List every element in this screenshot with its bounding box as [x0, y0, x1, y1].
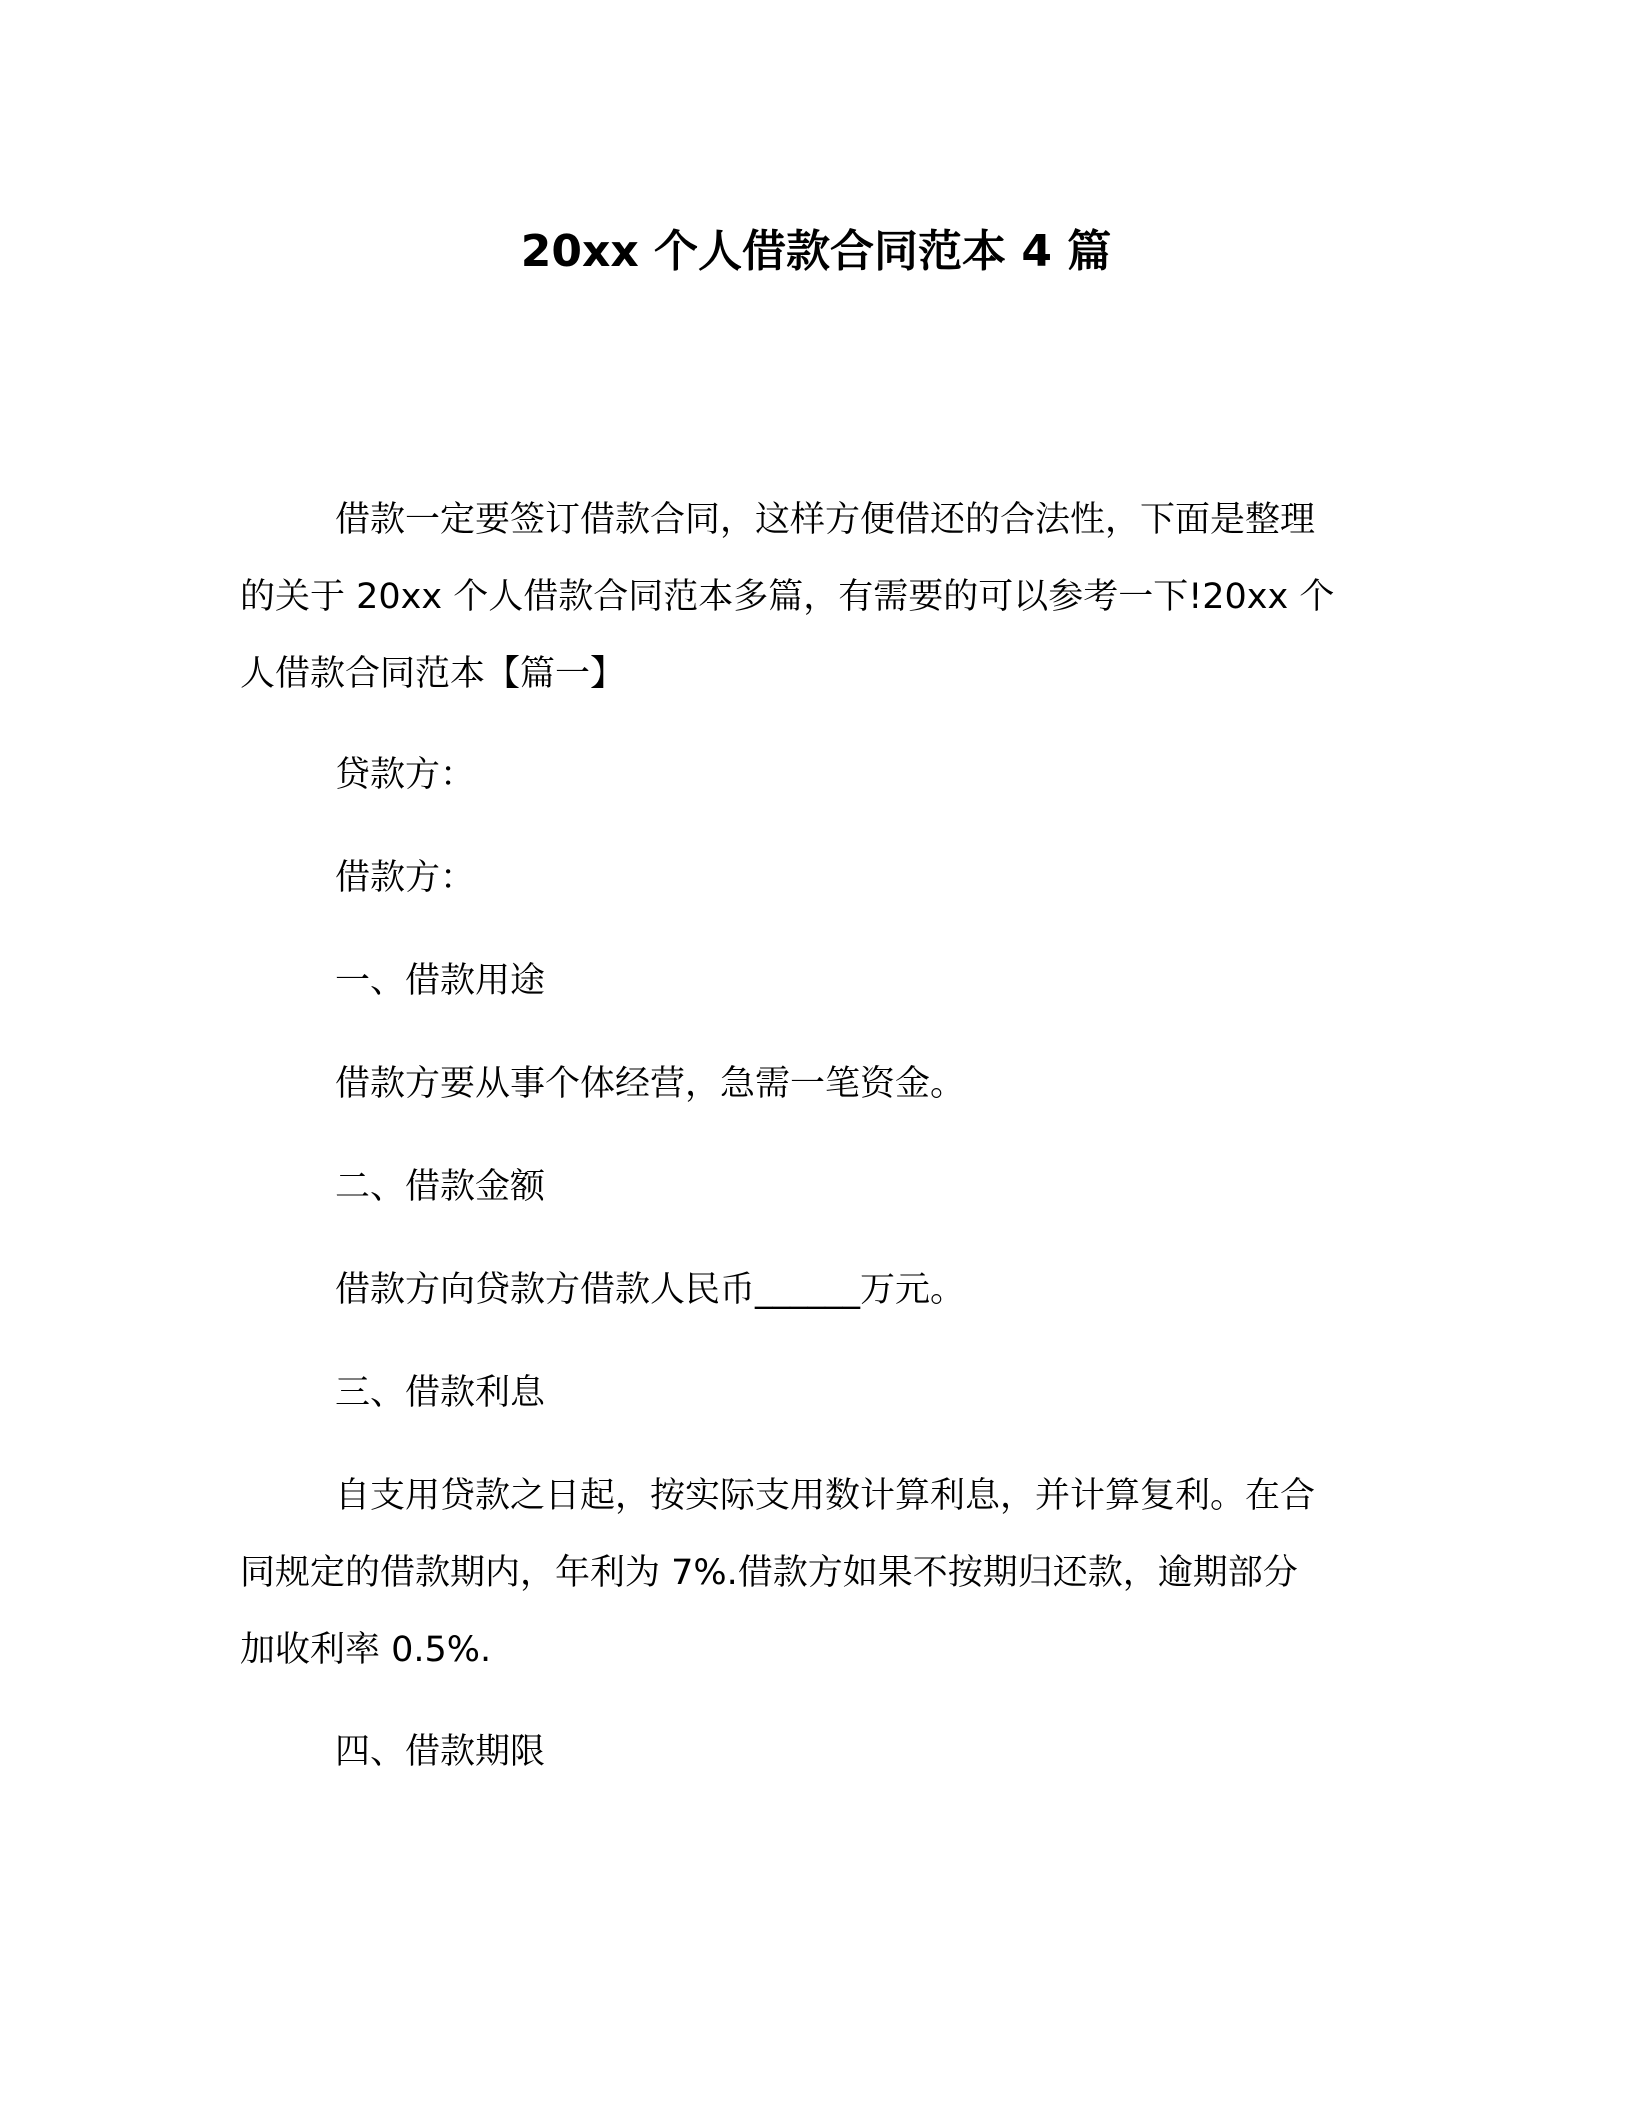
- section1-heading: 一、借款用途: [335, 961, 546, 1001]
- section2-heading: 二、借款金额: [335, 1167, 546, 1207]
- section1-text-block: [240, 1046, 1380, 1123]
- lender-label: 贷款方：: [335, 755, 476, 795]
- section3-line-1: 自支用贷款之日起，按实际支用数计算利息，并计算复利。在合: [335, 1476, 1316, 1516]
- document-title: 20xx 个人借款合同范本 4 篇: [520, 226, 1112, 277]
- section1-heading-block: [240, 943, 1380, 1020]
- intro-line-3: 人借款合同范本【篇一】: [240, 654, 626, 694]
- section3-line-2: 同规定的借款期内，年利为 7%.借款方如果不按期归还款，逾期部分: [240, 1553, 1298, 1593]
- section1-text: 借款方要从事个体经营，急需一笔资金。: [335, 1064, 966, 1104]
- section4-heading-block: [240, 1714, 1380, 1791]
- section2-text: 借款方向贷款方借款人民币______万元。: [335, 1270, 966, 1310]
- section3-heading: 三、借款利息: [335, 1373, 546, 1413]
- intro-paragraph: [240, 482, 1380, 713]
- section2-text-block: [240, 1252, 1380, 1329]
- section3-line-3: 加收利率 0.5%.: [240, 1630, 492, 1670]
- lender-block: [240, 737, 1380, 814]
- borrower-label: 借款方：: [335, 858, 476, 898]
- intro-line-1: 借款一定要签订借款合同，这样方便借还的合法性，下面是整理: [335, 500, 1316, 540]
- section3-paragraph: [240, 1458, 1380, 1689]
- section3-heading-block: [240, 1355, 1380, 1432]
- section4-heading: 四、借款期限: [335, 1732, 546, 1772]
- section2-heading-block: [240, 1149, 1380, 1226]
- borrower-block: [240, 840, 1380, 917]
- intro-line-2: 的关于 20xx 个人借款合同范本多篇，有需要的可以参考一下!20xx 个: [240, 577, 1335, 617]
